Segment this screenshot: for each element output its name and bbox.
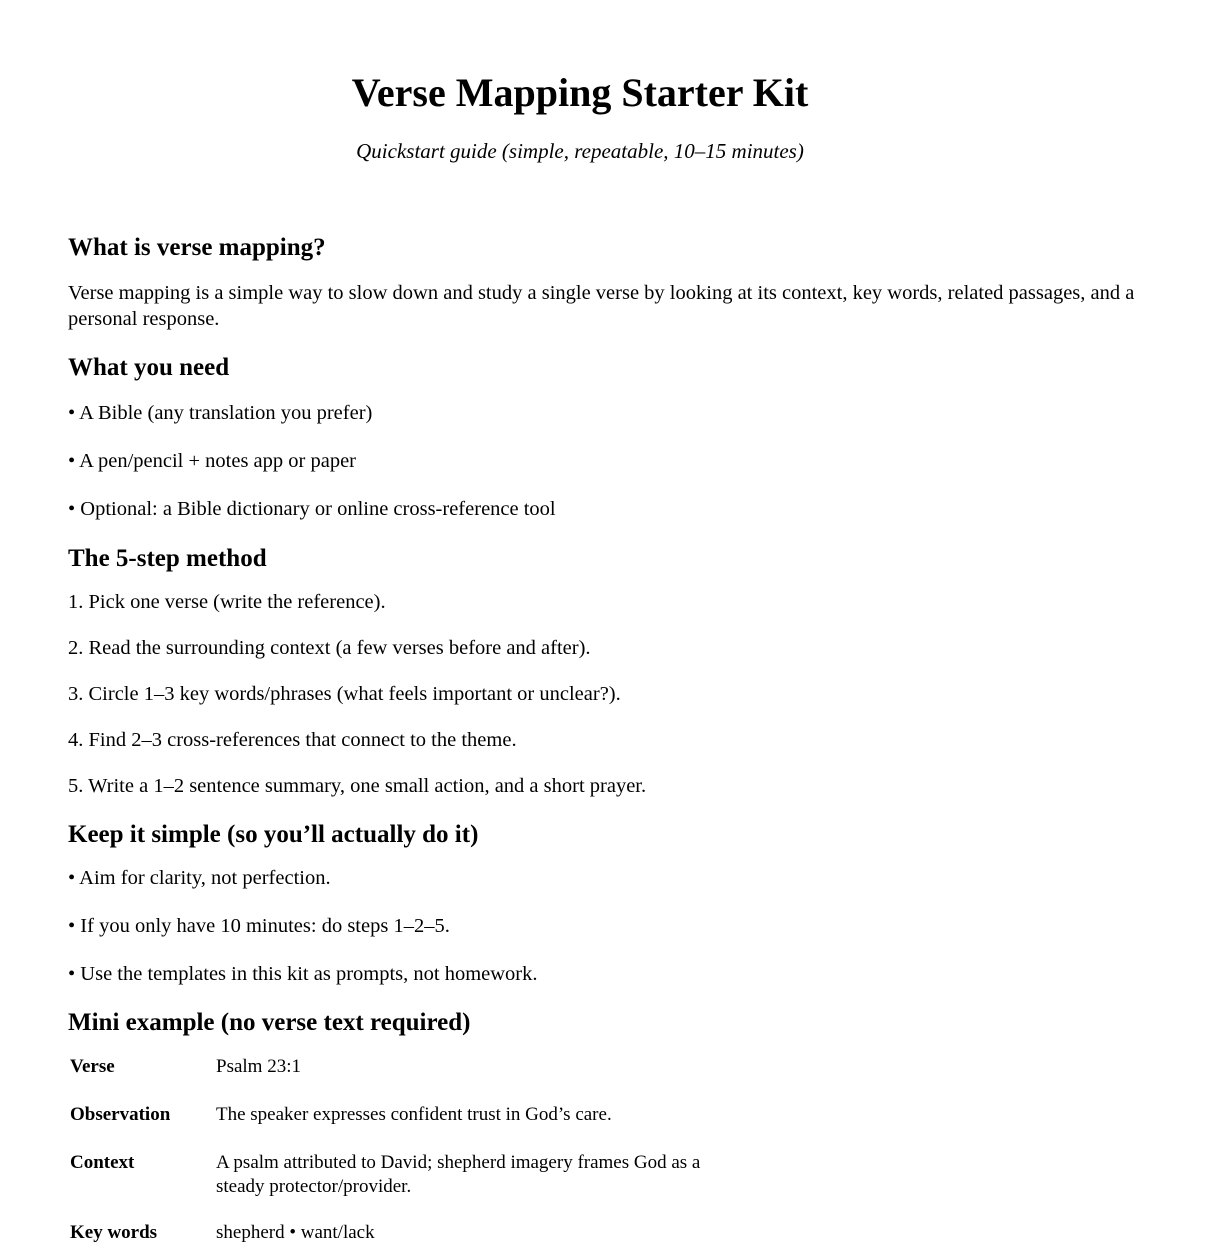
row-label: Context [70,1152,135,1173]
list-item: 4. Find 2–3 cross-references that connect to the theme. [68,729,517,751]
list-item: • Optional: a Bible dictionary or online cross-reference tool [68,498,556,520]
list-item: • A pen/pencil + notes app or paper [68,450,357,472]
document-body [68,232,1148,1245]
page-title: Verse Mapping Starter Kit [351,70,809,115]
list-item: 1. Pick one verse (write the reference). [68,591,386,613]
section-mini-example [68,1007,1148,1245]
row-value: shepherd • want/lack [216,1222,375,1243]
table-row [68,1079,746,1127]
table-row [68,1199,746,1245]
list-item: • If you only have 10 minutes: do steps 1–2–5. [68,915,450,937]
section-heading: Keep it simple (so you’ll actually do it) [68,821,479,848]
row-label: Observation [70,1104,171,1125]
row-label: Verse [70,1056,115,1077]
row-value: Psalm 23:1 [216,1056,301,1077]
table-row [68,1127,746,1199]
row-value: A psalm attributed to David; shepherd imagery frames God as a steady protector/provider. [216,1152,701,1197]
section-what-you-need [68,352,1148,522]
page-subtitle: Quickstart guide (simple, repeatable, 10–15 minutes) [356,139,804,163]
section-heading: What is verse mapping? [68,234,326,261]
row-value: The speaker expresses confident trust in God’s care. [216,1104,612,1125]
section-heading: Mini example (no verse text required) [68,1009,471,1036]
list-item: • A Bible (any translation you prefer) [68,402,373,424]
section-paragraph: Verse mapping is a simple way to slow down and study a single verse by looking at its context, key words, related passages, and a personal response. [68,282,1135,330]
example-table [68,1055,746,1245]
table-row [68,1055,746,1079]
section-heading: The 5-step method [68,545,267,572]
list-item: 2. Read the surrounding context (a few verses before and after). [68,637,591,659]
list-item: 5. Write a 1–2 sentence summary, one small action, and a short prayer. [68,775,647,797]
section-heading: What you need [68,354,230,381]
row-label: Key words [70,1222,158,1243]
section-method [68,543,1148,799]
list-item: • Aim for clarity, not perfection. [68,867,331,889]
list-item: • Use the templates in this kit as prompts, not homework. [68,963,538,985]
list-item: 3. Circle 1–3 key words/phrases (what feels important or unclear?). [68,683,621,705]
section-what-is [68,232,1148,332]
section-keep-simple [68,819,1148,987]
